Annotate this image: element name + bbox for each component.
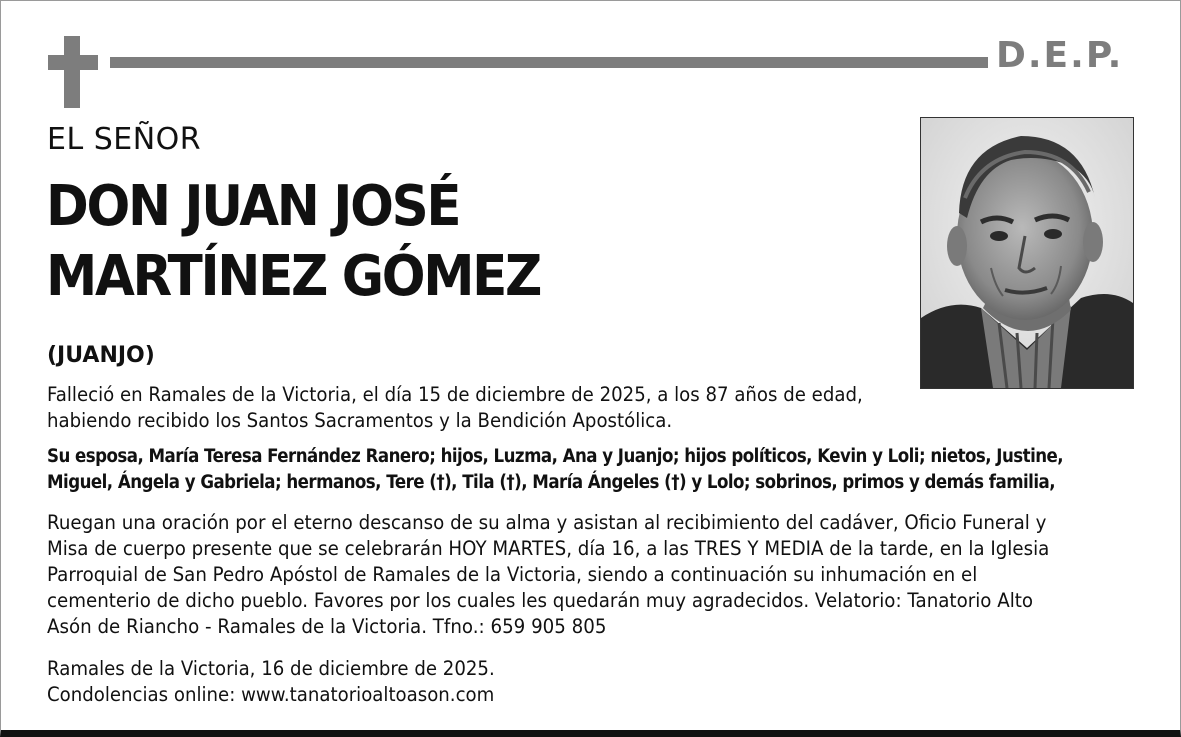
service-line-1: Ruegan una oración por el eterno descanso de su alma y asistan al recibimiento del cadáver, Oficio Funeral y: [47, 511, 1047, 534]
header-rule: [110, 57, 988, 68]
dep-label: D.E.P.: [996, 35, 1124, 76]
honorific: EL SEÑOR: [47, 122, 202, 157]
service-line-4: cementerio de dicho pueblo. Favores por los cuales les quedarán muy agradecidos. Velatorio: Tanatorio Alto: [47, 589, 1034, 612]
cross-arm: [48, 55, 98, 70]
name-line-2: MARTÍNEZ GÓMEZ: [46, 244, 541, 309]
nickname: (JUANJO): [47, 343, 155, 368]
latin-cross-icon: [64, 36, 80, 108]
death-notice: [47, 382, 863, 434]
family-list: [47, 444, 1063, 496]
death-line-1: Falleció en Ramales de la Victoria, el día 15 de diciembre de 2025, a los 87 años de edad,: [47, 383, 863, 406]
service-details: [47, 510, 1049, 640]
service-line-3: Parroquial de San Pedro Apóstol de Ramales de la Victoria, siendo a continuación su inhumación en el: [47, 563, 978, 586]
service-line-5: Asón de Riancho - Ramales de la Victoria. Tfno.: 659 905 805: [47, 615, 607, 638]
death-line-2: habiendo recibido los Santos Sacramentos y la Bendición Apostólica.: [47, 409, 673, 432]
deceased-name: [46, 172, 540, 312]
portrait-photo: [920, 117, 1134, 389]
service-line-2: Misa de cuerpo presente que se celebrarán HOY MARTES, día 16, a las TRES Y MEDIA de la tarde, en la Iglesia: [47, 537, 1050, 560]
place-date-line: Ramales de la Victoria, 16 de diciembre de 2025.: [47, 657, 495, 680]
condolences-line: Condolencias online: www.tanatorioaltoason.com: [47, 683, 495, 706]
place-date-footer: [47, 656, 495, 708]
family-line-2: Miguel, Ángela y Gabriela; hermanos, Tere (†), Tila (†), María Ángeles (†) y Lolo; sobrinos, primos y demás familia,: [47, 472, 1055, 493]
family-line-1: Su esposa, María Teresa Fernández Ranero; hijos, Luzma, Ana y Juanjo; hijos políticos, Kevin y Loli; nietos, Justine,: [47, 446, 1064, 467]
name-line-1: DON JUAN JOSÉ: [46, 174, 460, 239]
